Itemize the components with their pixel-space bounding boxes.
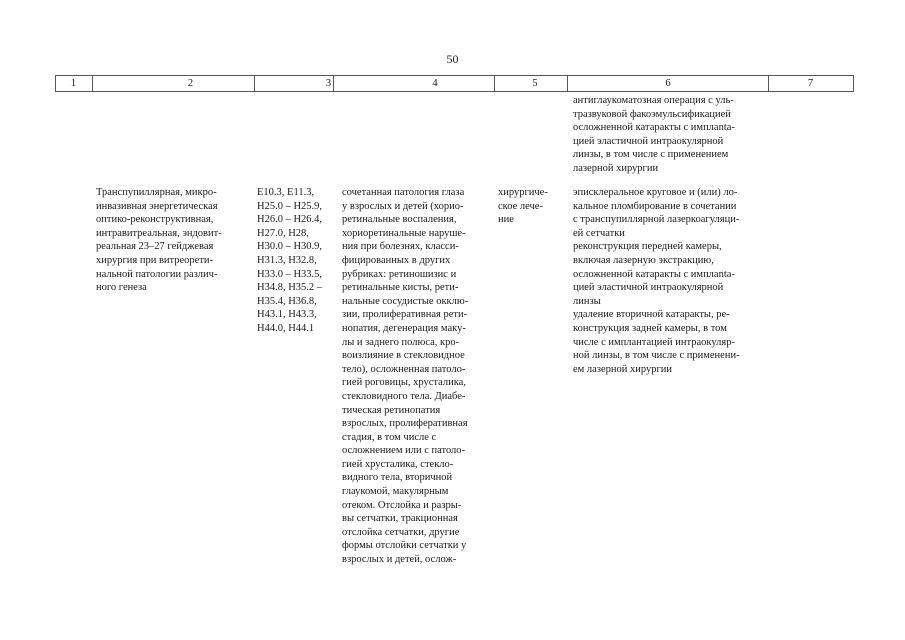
column-divider xyxy=(254,75,255,92)
page-number: 50 xyxy=(446,52,459,66)
header-cell-6: 6 xyxy=(665,78,671,89)
treatment-type: хирургиче- ское лече- ние xyxy=(498,187,548,226)
column-divider xyxy=(494,75,495,92)
header-cell-1: 1 xyxy=(70,78,77,89)
header-cell-7: 7 xyxy=(807,78,814,89)
column-divider xyxy=(92,75,93,92)
icd-codes: E10.3, E11.3, H25.0 – H25.9, H26.0 – H26.4, H27.0, H28, H30.0 – H30.9, H31.3, H32.8, H33.0 – H33.5, H34.8, H35.2 – H35.4, H36.8, H43.1, H43.3, H44.0, H44.1 xyxy=(257,187,323,334)
column-divider xyxy=(55,75,56,92)
column-divider xyxy=(333,75,334,92)
header-cell-5: 5 xyxy=(532,78,538,89)
continuation-operation-text: антиглаукоматозная операция с уль- тразвуковой факоэмульсификацией осложненной катаракты с имплanta- цией эластичной интраокулярной линзы, в том числе с применением лазерной хирургии xyxy=(573,95,735,174)
operation-methods: эписклеральное круговое и (или) ло- кальное пломбирование в сочетании с транспупиллярной лазеркоагуляци- ей сетчатки реконструкция передней камеры, включая лазерную экстракцию, осложненной катаракты с имплanta- цией эластичной интраокулярной линзы удаление вторичной катаракты, ре- конструкция задней камеры, в том числе с имплантацией интраокуляр- ной линзы, в том числе с применени- ем лазерной хирургии xyxy=(573,187,740,375)
procedure-name: Транспупиллярная, микро- инвазивная энергетическая оптико-реконструктивная, интравитреальная, эндовит- реальная 23–27 гейджевая хирургия при витреорети- нальной патологии различ- ного генеза xyxy=(96,187,222,294)
column-divider xyxy=(853,75,854,92)
header-cell-3: 3 xyxy=(325,78,332,89)
header-cell-2: 2 xyxy=(187,78,194,89)
column-divider xyxy=(567,75,568,92)
column-divider xyxy=(768,75,769,92)
header-cell-4: 4 xyxy=(432,78,438,89)
table-header-row xyxy=(55,75,853,92)
diagnosis-description: сочетанная патология глаза у взрослых и детей (хорио- ретинальные воспаления, хориоретинальные наруше- ния при болезнях, класси- фицированных в других рубриках: ретиношизис и ретинальные кисты, рети- нальные сосудистые окклю- зии, пролиферативная рети- нопатия, дегенерация маку- лы и заднего полюса, кро- воизлияние в стекловидное тело), осложненная патоло- гией роговицы, хрусталика, стекловидного тела. Диабе- тическая ретинопатия взрослых, пролиферативная стадия, в том числе с осложнением или с патоло- гией хрусталика, стекло- видного тела, вторичной глаукомой, макулярным отеком. Отслойка и разры- вы сетчатки, тракционная отслойка сетчатки, другие формы отслойки сетчатки у взрослых и детей, ослож- xyxy=(342,187,469,566)
